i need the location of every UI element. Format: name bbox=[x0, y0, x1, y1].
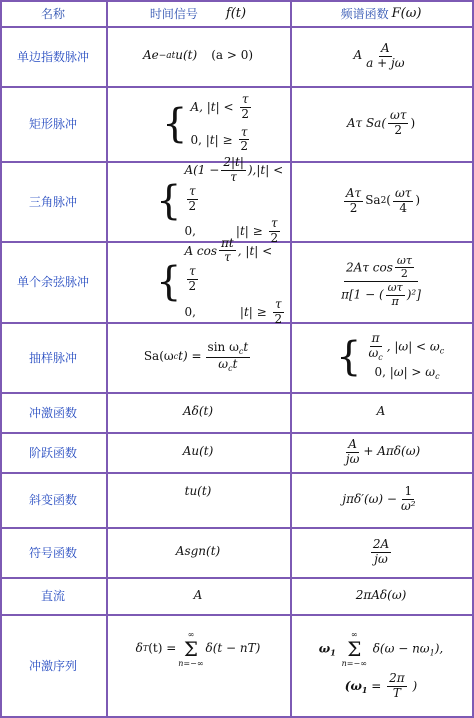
header-freq-symbol: F(ω) bbox=[391, 5, 422, 21]
time-formula: A bbox=[193, 587, 203, 602]
table-border-bottom bbox=[0, 716, 474, 718]
spectrum-formula: $\frac{A}{j\omega}$ + Aπδ(ω) bbox=[345, 436, 421, 466]
time-formula: Aδ(t) bbox=[182, 404, 214, 419]
spectrum-formula: { $\frac{\pi}{\omega_c}$ , $|\omega| < \omega_c$ 0, $|\omega| > \omega_c$ bbox=[336, 331, 445, 382]
header-time-signal bbox=[106, 0, 290, 26]
header-time-symbol: f(t) bbox=[225, 5, 247, 21]
header-name bbox=[0, 0, 106, 26]
table-border-right bbox=[472, 0, 474, 718]
header-time-label: 时间信号 bbox=[149, 6, 198, 21]
spectrum-formula: $\frac{2A}{j\omega}$ bbox=[372, 536, 390, 566]
row-name: 单个余弦脉冲 bbox=[16, 275, 89, 289]
row-name: 阶跃函数 bbox=[28, 445, 77, 460]
row-name: 抽样脉冲 bbox=[28, 350, 77, 365]
header-name-label: 名称 bbox=[40, 6, 65, 21]
spectrum-formula: Aτ Sa( $\frac{\omega\tau}{2}$ ) bbox=[346, 108, 416, 137]
row-name: 符号函数 bbox=[28, 545, 77, 560]
spectrum-formula: $\frac{A\tau}{2}$ Sa 2 ( $\frac{\omega\tau}{4}$ ) bbox=[345, 185, 421, 215]
header-spectrum bbox=[290, 0, 472, 26]
spectrum-formula: 2πAδ(ω) bbox=[355, 587, 407, 602]
row-name: 斜变函数 bbox=[28, 493, 77, 507]
row-name: 单边指数脉冲 bbox=[16, 49, 89, 64]
row-name: 冲激函数 bbox=[28, 405, 77, 420]
spectrum-formula: A $\frac{A}{a + j\omega}$ bbox=[353, 40, 405, 70]
time-formula: δ T (t) = ∞ Σ n=−∞ δ(t − nT) bbox=[135, 629, 261, 668]
row-name: 三角脉冲 bbox=[28, 194, 77, 209]
row-name: 直流 bbox=[40, 589, 65, 603]
time-formula: tu(t) bbox=[184, 484, 212, 499]
spectrum-formula: A bbox=[376, 404, 386, 419]
time-formula: Ae −at u(t) (a > 0) bbox=[142, 48, 254, 63]
spectrum-formula: 2Aτ cos $\frac{\omega\tau}{2}$ π[1 − ( $\frac{\omega\tau}{\pi}$ )²] bbox=[341, 253, 421, 308]
time-formula: Au(t) bbox=[182, 444, 214, 459]
spectrum-formula: jπδ′(ω) − $\frac{1}{\text{ω²}}$ bbox=[342, 484, 416, 513]
time-formula: Asgn(t) bbox=[175, 544, 221, 559]
row-name: 冲激序列 bbox=[28, 658, 77, 673]
time-formula: Sa(ω c t) = $\frac{\sin \omega_ct}{\omega_ct}$ bbox=[143, 340, 249, 373]
header-freq-label: 频谱函数 bbox=[340, 6, 389, 21]
time-formula: { A(1 − $\frac{2|t|}{\tau}$ ),|t| < $\frac{\tau}{2}$ 0, |t| ≥ $\frac{\tau}{2}$ bbox=[156, 155, 284, 246]
spectrum-formula: $\omega_1$ ∞ Σ n=−∞ $\delta(\omega - n\omega_1)$, ($\omega_1$ = $\frac{2\pi}{T}$ ) bbox=[318, 629, 444, 700]
time-formula: { A cos $\frac{\pi t}{\tau}$ , |t| < $\frac{\tau}{2}$ 0, |t| ≥ $\frac{\tau}{2}$ bbox=[156, 235, 283, 326]
row-name: 矩形脉冲 bbox=[28, 117, 77, 131]
time-formula: { A, |t| < $\frac{\tau}{2}$ 0, |t| ≥ $\frac{\tau}{2}$ bbox=[162, 91, 250, 154]
